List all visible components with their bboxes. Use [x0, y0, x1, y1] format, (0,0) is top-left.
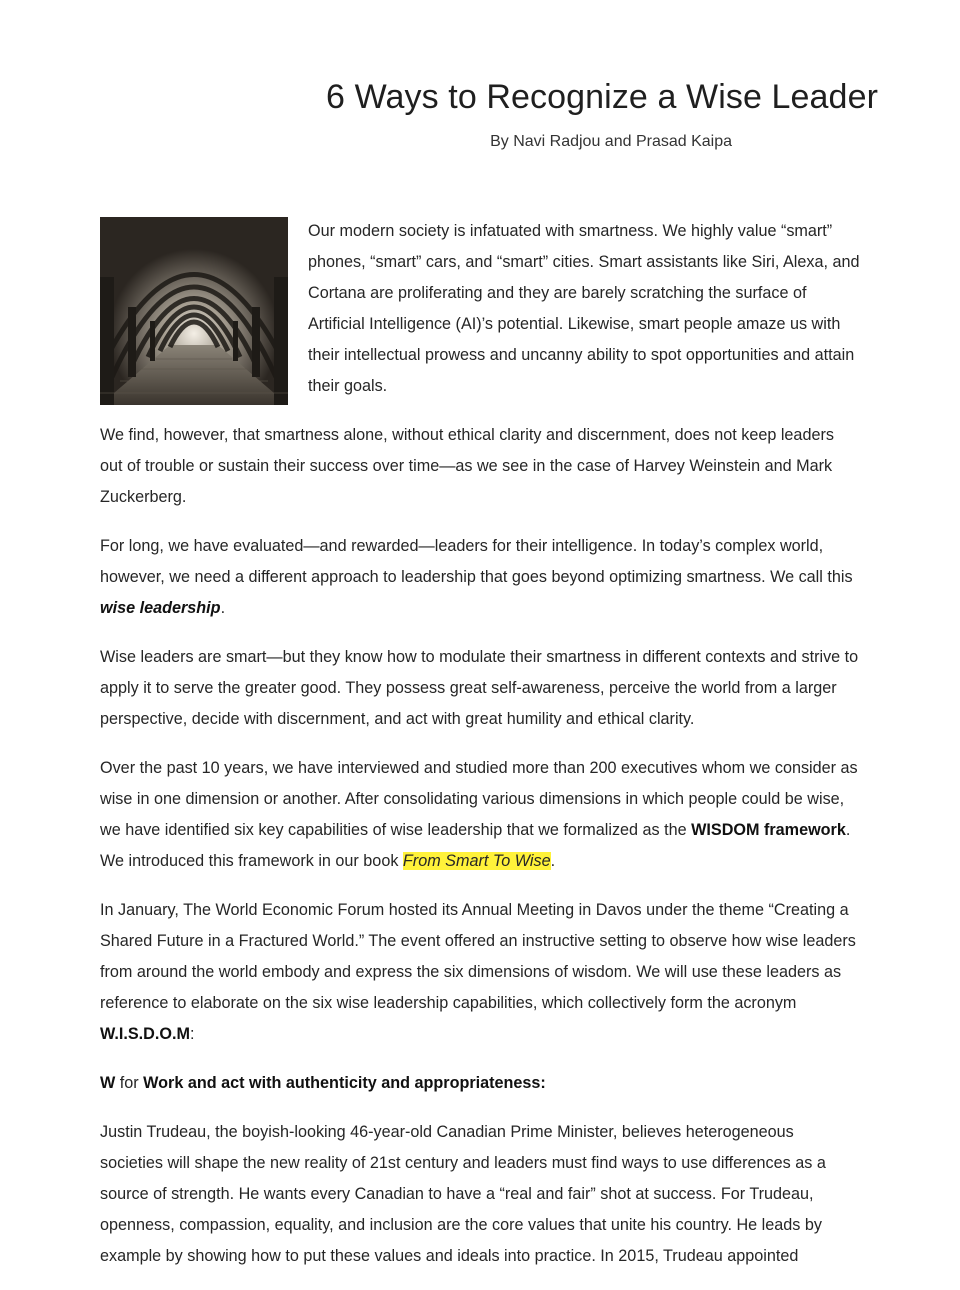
paragraph-5-text: Over the past 10 years, we have interviewed and studied more than 200 executives whom we consider as wise in one dimension or another. After consolidating various dimensions in which people could be wise, we have identified six key capabilities of wise leadership that we formalized as the [100, 759, 858, 839]
paragraph-5 [100, 753, 860, 877]
paragraph-6-end: : [189, 1025, 195, 1043]
paragraph-7: Justin Trudeau, the boyish-looking 46-year-old Canadian Prime Minister, believes heterogeneous societies will shape the new reality of 21st century and leaders must find ways to use differences as a source of strength. He wants every Canadian to have a “real and fair” shot at success. For Trudeau, openness, compassion, equality, and inclusion are the core values that unite his country. He leads by example by showing how to put these values and ideals into practice. In 2015, Trudeau appointed [100, 1123, 826, 1265]
heading-for: for [115, 1074, 144, 1092]
paragraph-6 [100, 895, 860, 1050]
paragraph-3-text: For long, we have evaluated—and rewarded—leaders for their intelligence. In today’s complex world, however, we need a different approach to leadership that goes beyond optimizing smartness. We call this [100, 537, 853, 586]
paragraph-6-text: In January, The World Economic Forum hosted its Annual Meeting in Davos under the theme “Creating a Shared Future in a Fractured World.” The event offered an instructive setting to observe how wise leaders from around the world embody and express the six dimensions of wisdom. We will use these leaders as reference to elaborate on the six wise leadership capabilities, which collectively form the acronym [100, 901, 856, 1012]
wisdom-acronym: W.I.S.D.O.M [100, 1025, 190, 1043]
article-byline: By Navi Radjou and Prasad Kaipa [490, 133, 732, 150]
wisdom-framework-emphasis: WISDOM framework [691, 821, 846, 839]
paragraph-5-end: . [550, 852, 556, 870]
book-title-link[interactable]: From Smart To Wise [402, 852, 551, 870]
section-heading-w [100, 1068, 860, 1099]
paragraph-4: Wise leaders are smart—but they know how to modulate their smartness in different contexts and strive to apply it to serve the greater good. They possess great self-awareness, perceive the world from a larger perspective, decide with discernment, and act with great humility and ethical clarity. [100, 648, 859, 728]
article-title: 6 Ways to Recognize a Wise Leader [326, 78, 878, 116]
paragraph-2: We find, however, that smartness alone, without ethical clarity and discernment, does not keep leaders out of trouble or sustain their success over time—as we see in the case of Harvey Weinstein and Mark Zuckerberg. [100, 426, 834, 506]
heading-text: Work and act with authenticity and appropriateness: [143, 1074, 546, 1092]
wise-leadership-emphasis: wise leadership [100, 599, 221, 617]
article-body [100, 216, 860, 1290]
paragraph-3-end: . [220, 599, 226, 617]
paragraph-3 [100, 531, 860, 624]
paragraph-5-mid: . We introduced this framework in our book [100, 821, 851, 870]
heading-letter: W [100, 1074, 116, 1092]
paragraph-intro: Our modern society is infatuated with smartness. We highly value “smart” phones, “smart” cars, and “smart” cities. Smart assistants like Siri, Alexa, and Cortana are proliferating and they are barely scratching the surface of Artificial Intelligence (AI)’s potential. Likewise, smart people amaze us with their intellectual prowess and uncanny ability to spot opportunities and attain their goals. [308, 222, 860, 395]
